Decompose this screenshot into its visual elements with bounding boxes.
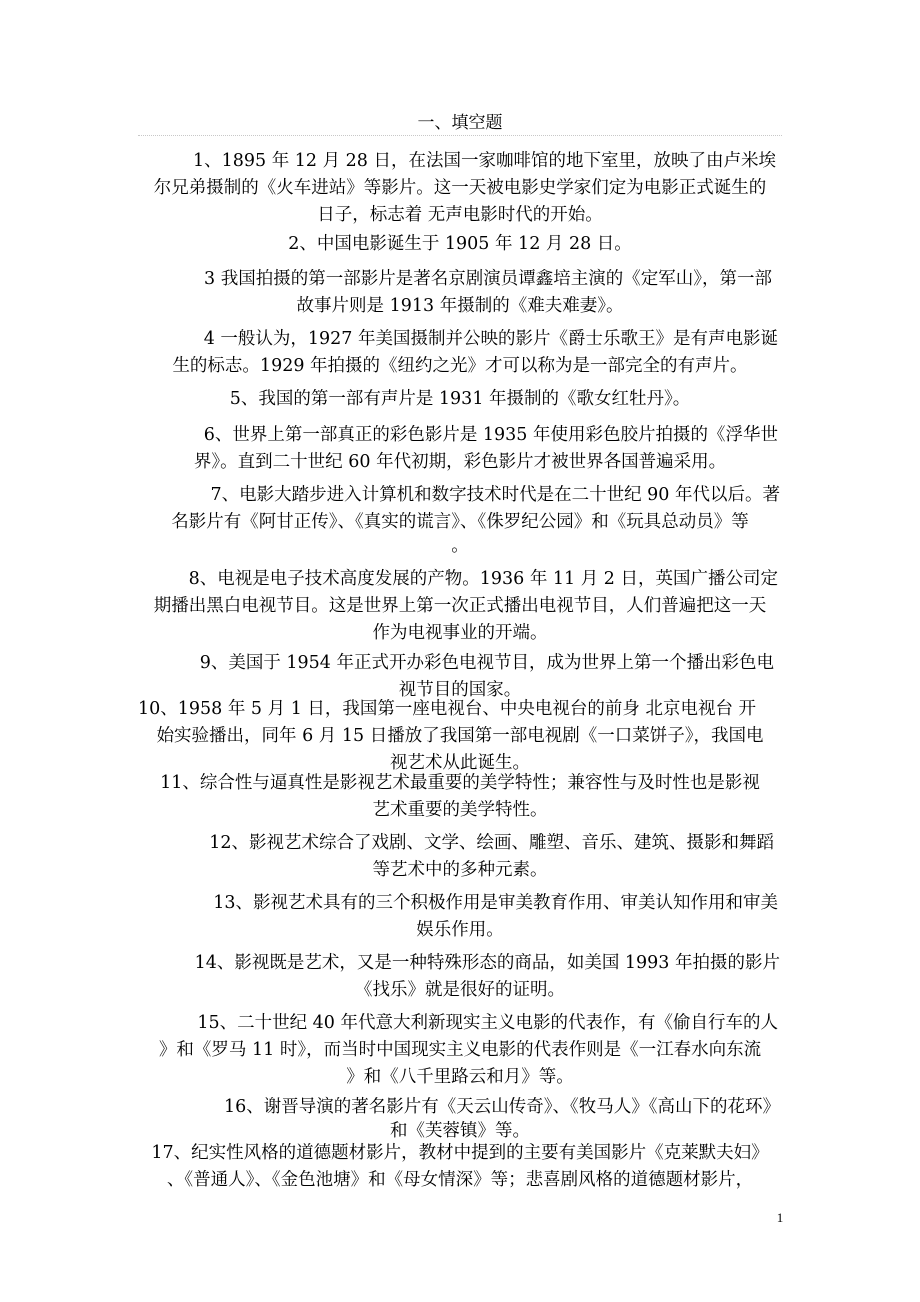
paragraph-line: 9、美国于 1954 年正式开办彩色电视节目，成为世界上第一个播出彩色电: [199, 653, 774, 673]
paragraph-15: [138, 1010, 782, 1091]
paragraph-line: 11、综合性与逼真性是影视艺术最重要的美学特性；兼容性与及时性也是影视: [160, 773, 760, 793]
paragraph-line: 6、世界上第一部真正的彩色影片是 1935 年使用彩色胶片拍摄的《浮华世: [203, 425, 778, 445]
paragraph-line: 作为电视事业的开端。: [372, 623, 548, 643]
paragraph-line: 。: [451, 536, 469, 556]
paragraph-5: [138, 386, 782, 413]
paragraph-6: [138, 422, 782, 476]
paragraph-line: 娱乐作用。: [416, 920, 504, 940]
paragraph-line: 、《普通人》、《金色池塘》和《母女情深》等；悲喜剧风格的道德题材影片，: [166, 1170, 754, 1190]
paragraph-line: 12、影视艺术综合了戏剧、文学、绘画、雕塑、音乐、建筑、摄影和舞蹈: [209, 833, 774, 853]
paragraph-11: [138, 770, 782, 824]
paragraph-line: 14、影视既是艺术，又是一种特殊形态的商品，如美国 1993 年拍摄的影片: [194, 953, 780, 973]
paragraph-8: [138, 566, 782, 647]
paragraph-line: 故事片则是 1913 年摄制的《难夫难妻》。: [296, 296, 624, 316]
paragraph-line: 》和《罗马 11 时》，而当时中国现实主义电影的代表作则是《一江春水向东流: [158, 1040, 762, 1060]
paragraph-line: 17、纪实性风格的道德题材影片，教材中提到的主要有美国影片《克莱默夫妇》: [151, 1143, 769, 1163]
paragraph-line: 界》。直到二十世纪 60 年代初期，彩色影片才被世界各国普遍采用。: [193, 452, 727, 472]
paragraph-13: [138, 890, 782, 944]
paragraph-line: 13、影视艺术具有的三个积极作用是审美教育作用、审美认知作用和审美: [213, 893, 778, 913]
paragraph-line: 等艺术中的多种元素。: [372, 860, 548, 880]
paragraph-line: 2、中国电影诞生于 1905 年 12 月 28 日。: [288, 234, 632, 254]
paragraph-line: 尔兄弟摄制的《火车进站》等影片。这一天被电影史学家们定为电影正式诞生的: [153, 178, 767, 198]
paragraph-line: 和《芙蓉镇》等。: [390, 1121, 530, 1141]
paragraph-line: 4 一般认为，1927 年美国摄制并公映的影片《爵士乐歌王》是有声电影诞: [203, 329, 778, 349]
title-divider: [138, 135, 782, 136]
paragraph-line: 10、1958 年 5 月 1 日，我国第一座电视台、中央电视台的前身 北京电视台 开: [138, 699, 757, 719]
paragraph-14: [138, 950, 782, 1004]
paragraph-line: 5、我国的第一部有声片是 1931 年摄制的《歌女红牡丹》。: [229, 389, 691, 409]
paragraph-3: [138, 266, 782, 320]
paragraph-line: 16、谢晋导演的著名影片有《天云山传奇》、《牧马人》《高山下的花环》: [223, 1097, 780, 1117]
page-number: 1: [776, 1210, 784, 1225]
paragraph-line: 日子，标志着 无声电影时代的开始。: [317, 205, 603, 225]
paragraph-line: 8、电视是电子技术高度发展的产物。1936 年 11 月 2 日，英国广播公司定: [188, 569, 778, 589]
paragraph-line: 期播出黑白电视节目。这是世界上第一次正式播出电视节目，人们普遍把这一天: [153, 596, 767, 616]
paragraph-line: 15、二十世纪 40 年代意大利新现实主义电影的代表作，有《偷自行车的人: [197, 1013, 778, 1033]
paragraph-4: [138, 326, 782, 380]
paragraph-7: [138, 482, 782, 563]
paragraph-17: [138, 1140, 782, 1194]
paragraph-10: [138, 696, 782, 777]
paragraph-line: 始实验播出，同年 6 月 15 日播放了我国第一部电视剧《一口菜饼子》，我国电: [156, 726, 764, 746]
paragraph-line: 名影片有《阿甘正传》、《真实的谎言》、《侏罗纪公园》和《玩具总动员》等: [171, 512, 749, 532]
paragraph-line: 3 我国拍摄的第一部影片是著名京剧演员谭鑫培主演的《定军山》，第一部: [204, 269, 772, 289]
paragraph-12: [138, 830, 782, 884]
paragraph-line: 生的标志。1929 年拍摄的《纽约之光》才可以称为是一部完全的有声片。: [172, 356, 748, 376]
paragraph-line: 艺术重要的美学特性。: [372, 800, 548, 820]
paragraph-line: 视节目的国家。: [398, 680, 522, 700]
paragraph-line: 7、电影大踏步进入计算机和数字技术时代是在二十世纪 90 年代以后。著: [210, 485, 780, 505]
paragraph-2: [138, 231, 782, 258]
paragraph-line: 》和《八千里路云和月》等。: [346, 1067, 574, 1087]
section-title: 一、填空题: [417, 113, 503, 133]
paragraph-line: 《找乐》就是很好的证明。: [355, 980, 565, 1000]
paragraph-1: [138, 148, 782, 229]
paragraph-line: 视艺术从此诞生。: [390, 753, 530, 773]
paragraph-line: 1、1895 年 12 月 28 日，在法国一家咖啡馆的地下室里，放映了由卢米埃: [192, 151, 776, 171]
